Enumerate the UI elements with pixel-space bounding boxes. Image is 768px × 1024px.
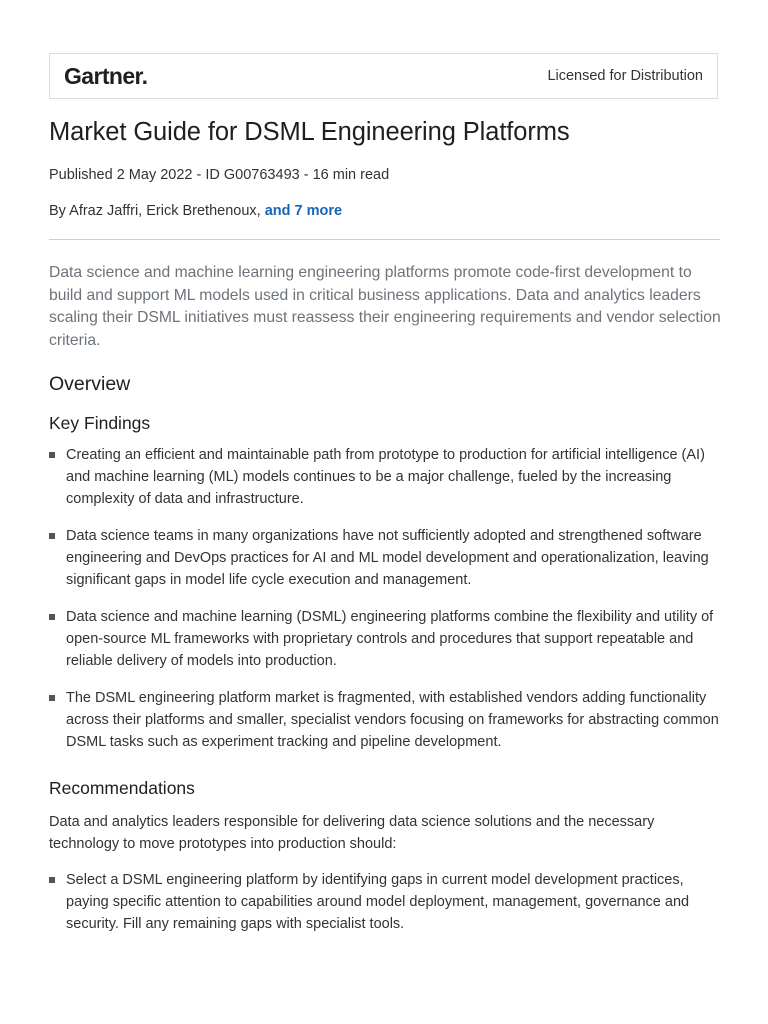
list-item-text: Data science teams in many organizations have not sufficiently adopted and strengthened software engineering and DevOps practices for AI and ML model development and operationalization, leaving significant gaps in model life cycle execution and management.: [66, 528, 709, 588]
publication-info: Published 2 May 2022 - ID G00763493 - 16 min read: [49, 167, 390, 183]
bullet-square-icon: [49, 533, 55, 539]
key-findings-heading: Key Findings: [49, 413, 151, 433]
byline: [49, 203, 342, 219]
list-item: [49, 525, 721, 591]
divider: [49, 239, 720, 240]
list-item-text: Select a DSML engineering platform by identifying gaps in current model development practices, paying specific attention to capabilities around model deployment, management, governance and security. Fill any remaining gaps with specialist tools.: [66, 872, 690, 932]
gartner-logo[interactable]: Gartner.: [64, 62, 148, 89]
list-item-text: Creating an efficient and maintainable path from prototype to production for artificial intelligence (AI) and machine learning (ML) models continues to be a major challenge, fueled by the increasing complexity of data and infrastructure.: [66, 447, 705, 507]
summary-text: Data science and machine learning engineering platforms promote code-first development to build and support ML models used in critical business applications. Data and analytics leaders scaling their DSML initiatives must reassess their engineering requirements and vendor selection criteria.: [49, 264, 721, 349]
more-authors-link[interactable]: and 7 more: [264, 203, 343, 219]
list-item-text: Data science and machine learning (DSML) engineering platforms combine the flexibility and utility of open-source ML frameworks with proprietary controls and procedures that support repeatable and reliable delivery of models into production.: [66, 609, 714, 669]
list-item: [49, 869, 721, 935]
bullet-square-icon: [49, 695, 55, 701]
recommendations-intro: Data and analytics leaders responsible for delivering data science solutions and the necessary technology to move prototypes into production should:: [49, 814, 655, 852]
page-title: Market Guide for DSML Engineering Platforms: [49, 118, 570, 146]
license-label: Licensed for Distribution: [547, 68, 703, 84]
list-item: [49, 687, 721, 753]
list-item-text: The DSML engineering platform market is fragmented, with established vendors adding functionality across their platforms and smaller, specialist vendors focusing on frameworks for abstracting common DSML tasks such as experiment tracking and pipeline development.: [66, 690, 719, 750]
key-findings-list: [49, 444, 721, 768]
recommendations-heading: Recommendations: [49, 778, 195, 798]
bullet-square-icon: [49, 877, 55, 883]
author-names: By Afraz Jaffri, Erick Brethenoux,: [49, 203, 265, 219]
bullet-square-icon: [49, 614, 55, 620]
bullet-square-icon: [49, 452, 55, 458]
list-item: [49, 444, 721, 510]
recommendations-list: [49, 869, 721, 935]
overview-heading: Overview: [49, 373, 131, 395]
list-item: [49, 606, 721, 672]
header-bar: [49, 53, 718, 99]
